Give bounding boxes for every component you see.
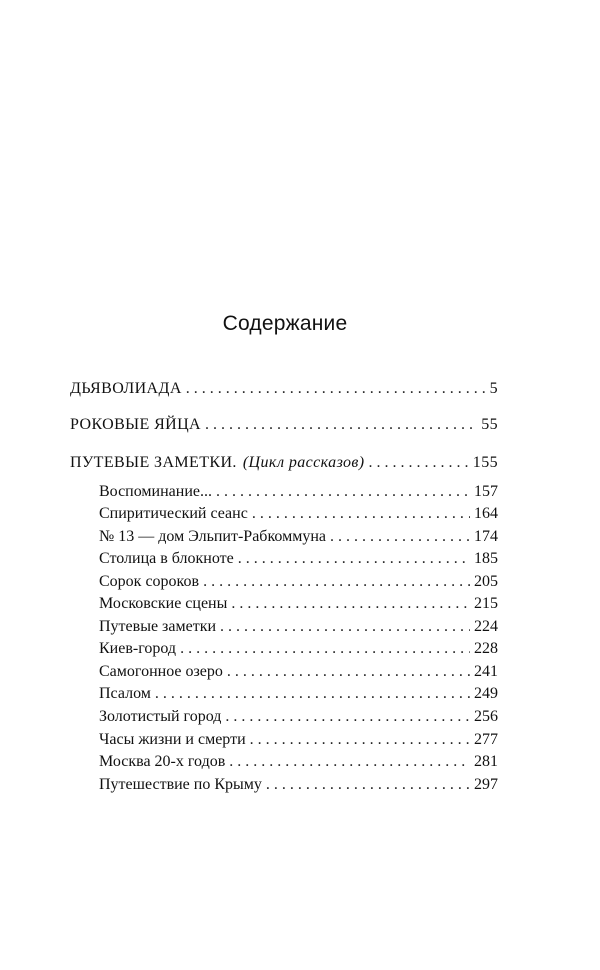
toc-entry-page: 155: [472, 454, 498, 471]
dot-leader: [227, 661, 470, 683]
toc-subentry[interactable]: [99, 593, 498, 615]
toc-subentry-title: Золотистый город: [99, 708, 222, 725]
toc-entry-note: (Цикл рассказов): [242, 454, 365, 471]
toc-subentry[interactable]: [99, 706, 498, 728]
toc-subentry-title: Сорок сороков: [99, 573, 200, 590]
dot-leader: [225, 706, 470, 728]
dot-leader: [203, 571, 470, 593]
toc-subentry-title: Путевые заметки: [99, 618, 217, 635]
toc-subentry-page: 281: [474, 753, 498, 770]
dot-leader: [186, 378, 486, 400]
toc-subentry[interactable]: [99, 661, 498, 683]
toc-subentry-page: 185: [474, 550, 498, 567]
toc-subentry-title: Псалом: [99, 685, 151, 702]
toc-subentry-page: 297: [474, 776, 498, 793]
toc-subentry-title: Киев-город: [99, 640, 177, 657]
toc-entry-title: ДЬЯВОЛИАДА: [70, 380, 182, 397]
dot-leader: [216, 481, 470, 503]
toc-subentry[interactable]: [99, 481, 498, 503]
dot-leader: [330, 526, 470, 548]
toc-entry-title: ПУТЕВЫЕ ЗАМЕТКИ.: [70, 454, 237, 471]
dot-leader: [220, 616, 470, 638]
toc-subentry[interactable]: [99, 683, 498, 705]
toc-subentry-page: 228: [474, 640, 498, 657]
toc-subentry[interactable]: [99, 526, 498, 548]
toc-subentry[interactable]: [99, 638, 498, 660]
toc-subentry-title: Спиритический сеанс: [99, 505, 248, 522]
toc-subentry-title: Столица в блокноте: [99, 550, 234, 567]
toc-subentry-page: 224: [474, 618, 498, 635]
toc-entry-putevye-zametki[interactable]: [70, 452, 498, 474]
dot-leader: [231, 593, 470, 615]
toc-entry-dyavoliada[interactable]: [70, 378, 498, 400]
toc-subentry-page: 174: [474, 528, 498, 545]
toc-entry-title: РОКОВЫЕ ЯЙЦА: [70, 416, 202, 433]
dot-leader: [229, 751, 470, 773]
toc-entry-rokovye-yaytsa[interactable]: [70, 414, 498, 436]
dot-leader: [205, 414, 477, 436]
toc-subentry-page: 249: [474, 685, 498, 702]
dot-leader: [252, 503, 470, 525]
toc-subentry[interactable]: [99, 616, 498, 638]
toc-subentry[interactable]: [99, 503, 498, 525]
toc-subentry-page: 256: [474, 708, 498, 725]
toc-subentry-title: Часы жизни и смерти: [99, 731, 246, 748]
toc-subentry-page: 241: [474, 663, 498, 680]
dot-leader: [155, 683, 470, 705]
toc-entry-page: 55: [481, 416, 498, 433]
toc-subentry-page: 157: [474, 483, 498, 500]
toc-subentry-title: Воспоминание...: [99, 483, 213, 500]
toc-subentry[interactable]: [99, 571, 498, 593]
toc-subentry-title: Москва 20-х годов: [99, 753, 226, 770]
dot-leader: [368, 452, 468, 474]
dot-leader: [266, 774, 470, 796]
dot-leader: [180, 638, 470, 660]
toc-subentry-title: № 13 — дом Эльпит-Рабкоммуна: [99, 528, 327, 545]
page-title: Содержание: [222, 312, 348, 335]
toc-subentry-page: 164: [474, 505, 498, 522]
toc-subentry[interactable]: [99, 774, 498, 796]
dot-leader: [238, 548, 470, 570]
toc-subentry-title: Самогонное озеро: [99, 663, 223, 680]
toc-subentry-title: Путешествие по Крыму: [99, 776, 262, 793]
toc-entry-page: 5: [489, 380, 498, 397]
dot-leader: [250, 729, 470, 751]
toc-subentry-page: 277: [474, 731, 498, 748]
toc-subentry-page: 215: [474, 595, 498, 612]
toc-subentry[interactable]: [99, 548, 498, 570]
toc-subentry[interactable]: [99, 729, 498, 751]
toc-subentry[interactable]: [99, 751, 498, 773]
toc-subentry-title: Московские сцены: [99, 595, 228, 612]
toc-subentry-page: 205: [474, 573, 498, 590]
